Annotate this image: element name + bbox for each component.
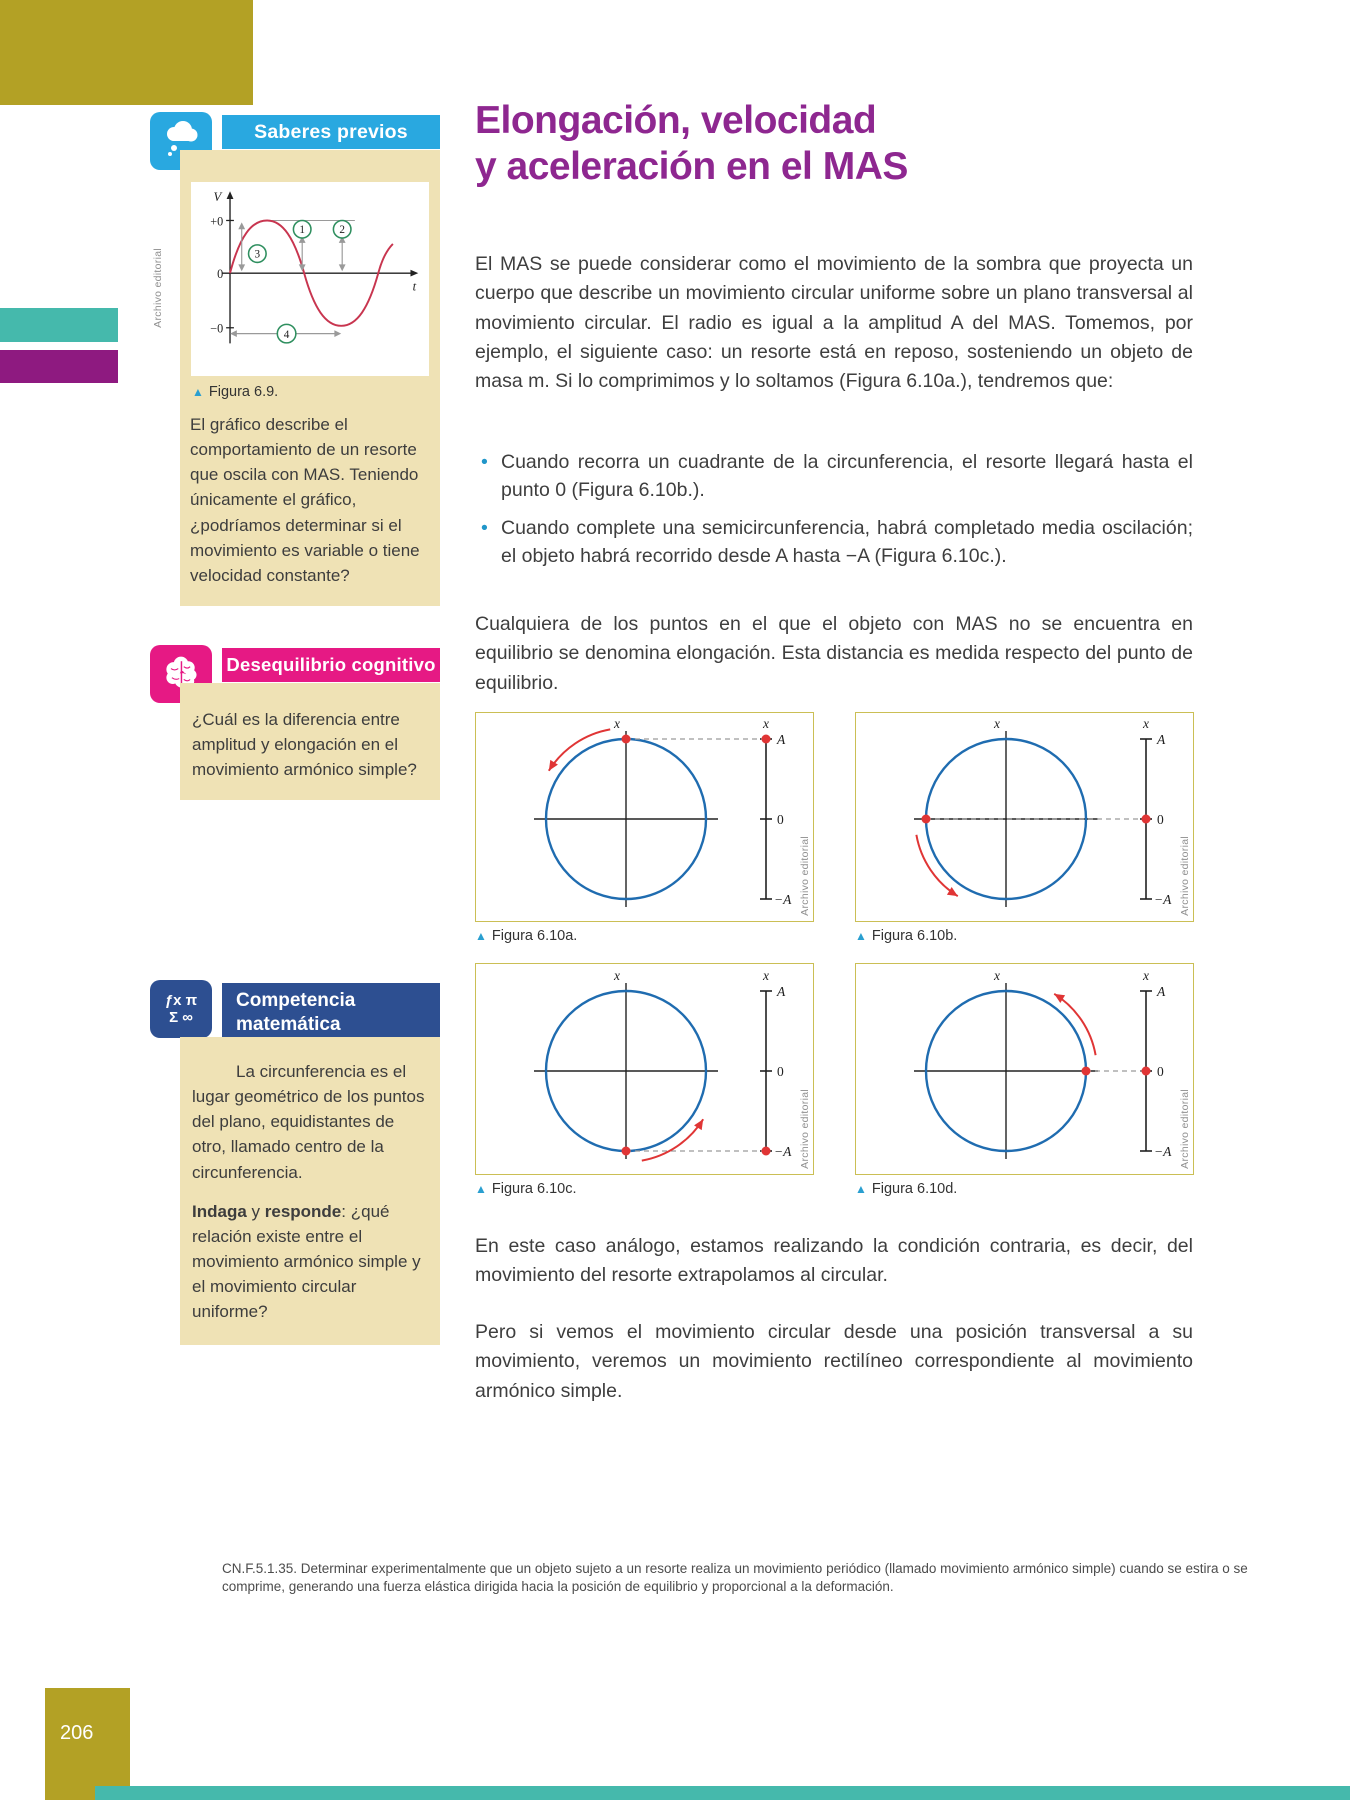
- caption-triangle-icon: ▲: [475, 929, 487, 943]
- desequilibrio-title: Desequilibrio cognitivo: [226, 654, 436, 675]
- competencia-header: Competencia matemática: [222, 983, 440, 1037]
- graph-t-label: t: [412, 279, 417, 294]
- graph-minus-label: −0: [210, 321, 224, 336]
- caption-triangle-icon: ▲: [192, 385, 204, 399]
- archivo-editorial-credit: Archivo editorial: [1179, 1089, 1191, 1169]
- marker-3: 3: [254, 248, 261, 261]
- figure-6-10d-caption: ▲ Figura 6.10d.: [855, 1181, 958, 1197]
- svg-text:x: x: [763, 968, 769, 983]
- svg-text:x: x: [614, 716, 620, 731]
- saberes-previos-title: Saberes previos: [254, 120, 408, 143]
- svg-text:A: A: [1157, 984, 1166, 999]
- elongacion-paragraph: Cualquiera de los puntos en el que el objeto con MAS no se encuentra en equilibrio se denomina elongación. Esta distancia es medida respecto del punto de equilibrio.: [475, 613, 1193, 694]
- figure-6-10a-caption: ▲ Figura 6.10a.: [475, 928, 578, 944]
- svg-text:x: x: [994, 716, 1000, 731]
- figure-6-10c: [475, 963, 814, 1175]
- page-number-block: [45, 1688, 130, 1800]
- archivo-editorial-credit: Archivo editorial: [799, 836, 811, 916]
- gold-corner-block: [0, 0, 253, 105]
- desequilibrio-header: [222, 648, 440, 682]
- caption-triangle-icon: ▲: [855, 929, 867, 943]
- marker-4: 4: [283, 329, 290, 342]
- caption-triangle-icon: ▲: [475, 1182, 487, 1196]
- marker-2: 2: [339, 224, 345, 237]
- figure-6-10b-caption: ▲ Figura 6.10b.: [855, 928, 958, 944]
- svg-text:x: x: [614, 968, 620, 983]
- marker-1: 1: [299, 224, 306, 237]
- competencia-panel: [180, 1037, 440, 1345]
- transversal-paragraph: Pero si vemos el movimiento circular desde una posición transversal a su movimiento, veremos un movimiento rectilíneo correspondiente al movimiento armónico simple.: [475, 1321, 1193, 1402]
- competencia-prompt: Indaga y responde: ¿qué relación existe entre el movimiento armónico simple y el movimiento circular uniforme?: [192, 1201, 421, 1322]
- bullet-list: [475, 448, 1193, 579]
- svg-text:0: 0: [777, 812, 784, 827]
- svg-text:−A: −A: [774, 1144, 792, 1159]
- saberes-previos-body: El gráfico describe el comportamiento de un resorte que oscila con MAS. Teniendo únicamente el gráfico, ¿podríamos determinar si el movimiento es variable o tiene velocidad constante?: [190, 415, 420, 585]
- desequilibrio-body: ¿Cuál es la diferencia entre amplitud y elongación en el movimiento armónico simple?: [192, 710, 417, 780]
- svg-text:x: x: [1143, 968, 1149, 983]
- figure-6-9-caption: ▲ Figura 6.9.: [192, 384, 279, 400]
- svg-text:x: x: [763, 716, 769, 731]
- svg-text:0: 0: [1157, 1064, 1164, 1079]
- figure-6-10d: [855, 963, 1194, 1175]
- curriculum-standard-note: CN.F.5.1.35. Determinar experimentalmente que un objeto sujeto a un resorte realiza un movimiento periódico (llamado movimiento armónico simple) cuando se estira o se comprime, generando una fuerza elástica dirigida hacia la posición de equilibrio y proporcional a la deformación.: [222, 1561, 1248, 1595]
- figure-6-10c-caption: ▲ Figura 6.10c.: [475, 1181, 577, 1197]
- math-symbols-icon: ƒx π Σ ∞: [150, 980, 212, 1038]
- saberes-previos-header: [222, 115, 440, 149]
- svg-text:A: A: [777, 732, 786, 747]
- svg-text:A: A: [777, 984, 786, 999]
- bullet-item: • Cuando complete una semicircunferencia, habrá completado media oscilación; el objeto habrá recorrido desde A hasta −A (Figura 6.10c.).: [475, 514, 1193, 571]
- graph-plus-label: +0: [210, 214, 224, 229]
- competencia-body: La circunferencia es el lugar geométrico de los puntos del plano, equidistantes de otro, llamado centro de la circunferencia.: [192, 1062, 425, 1182]
- svg-text:−A: −A: [1154, 1144, 1172, 1159]
- desequilibrio-panel: [180, 683, 440, 800]
- archivo-editorial-credit: Archivo editorial: [1179, 836, 1191, 916]
- svg-text:0: 0: [777, 1064, 784, 1079]
- intro-paragraph: El MAS se puede considerar como el movimiento de la sombra que proyecta un cuerpo que describe un movimiento circular uniforme sobre un plano transversal al movimiento circular. El radio es igual a la amplitud A del MAS. Tomemos, por ejemplo, el siguiente caso: un resorte está en reposo, sosteniendo un objeto de masa m. Si lo comprimimos y lo soltamos (Figura 6.10a.), tendremos que:: [475, 253, 1193, 392]
- graph-zero-label: 0: [217, 267, 224, 282]
- saberes-previos-panel: [180, 150, 440, 606]
- svg-text:x: x: [1143, 716, 1149, 731]
- teal-accent-bar: [0, 308, 118, 342]
- figure-6-10a: [475, 712, 814, 922]
- svg-text:0: 0: [1157, 812, 1164, 827]
- figure-6-10b: [855, 712, 1194, 922]
- svg-text:−A: −A: [1154, 892, 1172, 907]
- analogo-paragraph: En este caso análogo, estamos realizando la condición contraria, es decir, del movimiento del resorte extrapolamos al circular.: [475, 1235, 1193, 1287]
- page-number: 206: [60, 1722, 94, 1744]
- bottom-teal-strip: [95, 1786, 1350, 1800]
- svg-text:−A: −A: [774, 892, 792, 907]
- archivo-editorial-credit: Archivo editorial: [152, 248, 164, 328]
- purple-accent-bar: [0, 350, 118, 383]
- bullet-item: • Cuando recorra un cuadrante de la circunferencia, el resorte llegará hasta el punto 0 (Figura 6.10b.).: [475, 448, 1193, 505]
- archivo-editorial-credit: Archivo editorial: [799, 1089, 811, 1169]
- svg-text:x: x: [994, 968, 1000, 983]
- caption-triangle-icon: ▲: [855, 1182, 867, 1196]
- figure-6-9-graph: [191, 182, 429, 376]
- svg-text:A: A: [1157, 732, 1166, 747]
- page-title: Elongación, velocidad y aceleración en el MAS: [475, 99, 908, 189]
- graph-v-label: V: [213, 189, 222, 204]
